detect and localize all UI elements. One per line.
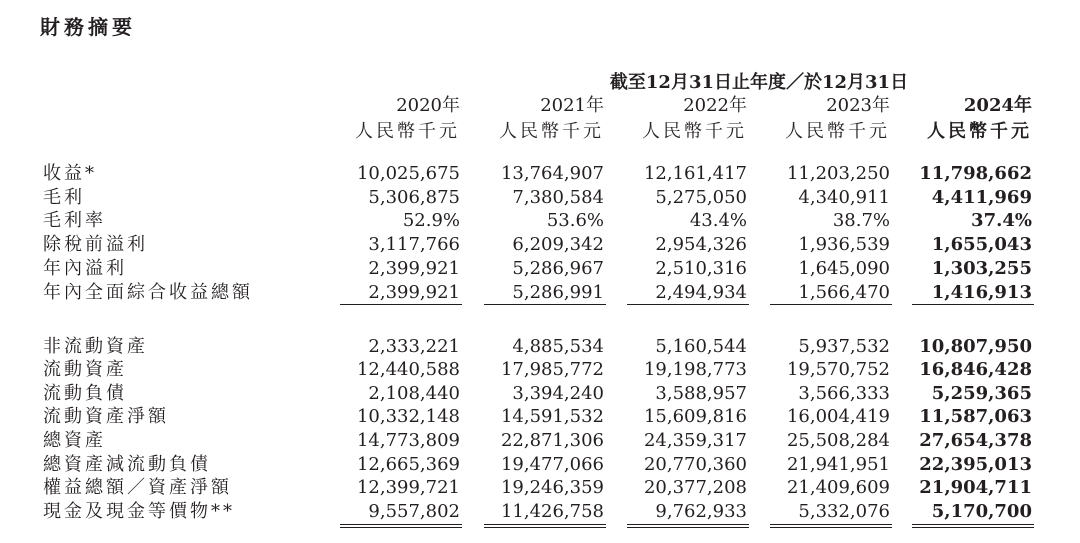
cell-value: 11,203,250 <box>786 163 890 184</box>
row-label: 毛利率 <box>43 210 106 231</box>
double-underline <box>340 524 462 525</box>
cell-value: 21,941,951 <box>786 454 890 475</box>
cell-value: 12,665,369 <box>356 454 460 475</box>
year-header-2021: 2021年 <box>540 95 604 116</box>
currency-header: 人民幣千元 <box>642 121 747 142</box>
underline <box>340 304 462 305</box>
cell-value: 3,588,957 <box>655 383 747 404</box>
underline <box>627 304 749 305</box>
cell-value: 10,332,148 <box>356 406 460 427</box>
double-underline <box>340 527 462 528</box>
cell-value: 19,246,359 <box>500 477 604 498</box>
row-label: 總資產 <box>43 430 106 451</box>
double-underline <box>770 527 892 528</box>
cell-value: 2,108,440 <box>368 383 460 404</box>
cell-value: 25,508,284 <box>786 430 890 451</box>
cell-value: 16,004,419 <box>786 406 890 427</box>
cell-value: 1,303,255 <box>931 258 1032 279</box>
cell-value: 21,409,609 <box>786 477 890 498</box>
cell-value: 22,871,306 <box>500 430 604 451</box>
year-header-2023: 2023年 <box>826 95 890 116</box>
table-row <box>0 258 1080 282</box>
cell-value: 3,566,333 <box>798 383 890 404</box>
row-label: 流動資產 <box>43 359 127 380</box>
cell-value: 10,025,675 <box>356 163 460 184</box>
cell-value: 14,773,809 <box>356 430 460 451</box>
cell-value: 4,340,911 <box>798 187 890 208</box>
cell-value: 2,510,316 <box>655 258 747 279</box>
cell-value: 5,286,991 <box>512 282 604 303</box>
cell-value: 1,655,043 <box>931 234 1032 255</box>
row-label: 年內全面綜合收益總額 <box>43 282 253 303</box>
cell-value: 2,954,326 <box>655 234 747 255</box>
cell-value: 20,770,360 <box>643 454 747 475</box>
table-row <box>0 187 1080 211</box>
table-row <box>0 430 1080 454</box>
cell-value: 12,161,417 <box>643 163 747 184</box>
row-label: 年內溢利 <box>43 258 127 279</box>
row-label: 流動負債 <box>43 383 127 404</box>
cell-value: 52.9% <box>402 210 460 231</box>
cell-value: 11,426,758 <box>500 501 604 522</box>
table-row <box>0 477 1080 501</box>
cell-value: 27,654,378 <box>919 430 1032 451</box>
cell-value: 3,117,766 <box>368 234 460 255</box>
period-header: 截至12月31日止年度／於12月31日 <box>609 72 909 93</box>
cell-value: 20,377,208 <box>643 477 747 498</box>
cell-value: 9,762,933 <box>655 501 747 522</box>
cell-value: 4,885,534 <box>512 336 604 357</box>
double-underline <box>627 524 749 525</box>
double-underline <box>770 524 892 525</box>
cell-value: 9,557,802 <box>368 501 460 522</box>
row-label: 現金及現金等價物** <box>43 501 235 522</box>
cell-value: 1,936,539 <box>798 234 890 255</box>
cell-value: 2,333,221 <box>368 336 460 357</box>
row-label: 收益* <box>43 163 97 184</box>
cell-value: 21,904,711 <box>919 477 1032 498</box>
page-title: 財務摘要 <box>40 15 136 39</box>
year-header-2022: 2022年 <box>683 95 747 116</box>
table-row <box>0 454 1080 478</box>
cell-value: 5,259,365 <box>931 383 1032 404</box>
row-label: 毛利 <box>43 187 85 208</box>
cell-value: 37.4% <box>971 210 1032 231</box>
currency-header: 人民幣千元 <box>499 121 604 142</box>
underline <box>770 304 892 305</box>
cell-value: 2,494,934 <box>655 282 747 303</box>
row-label: 流動資產淨額 <box>43 406 169 427</box>
cell-value: 15,609,816 <box>643 406 747 427</box>
cell-value: 2,399,921 <box>368 258 460 279</box>
cell-value: 12,399,721 <box>356 477 460 498</box>
cell-value: 13,764,907 <box>500 163 604 184</box>
cell-value: 1,645,090 <box>798 258 890 279</box>
cell-value: 5,332,076 <box>798 501 890 522</box>
cell-value: 19,198,773 <box>643 359 747 380</box>
table-row <box>0 336 1080 360</box>
cell-value: 2,399,921 <box>368 282 460 303</box>
cell-value: 14,591,532 <box>500 406 604 427</box>
cell-value: 53.6% <box>546 210 604 231</box>
table-row <box>0 383 1080 407</box>
underline <box>484 304 606 305</box>
year-header-2020: 2020年 <box>396 95 460 116</box>
cell-value: 10,807,950 <box>919 336 1032 357</box>
cell-value: 19,570,752 <box>786 359 890 380</box>
table-row <box>0 163 1080 187</box>
cell-value: 5,286,967 <box>512 258 604 279</box>
cell-value: 11,798,662 <box>919 163 1032 184</box>
table-row <box>0 282 1080 306</box>
cell-value: 7,380,584 <box>512 187 604 208</box>
cell-value: 19,477,066 <box>500 454 604 475</box>
double-underline <box>484 524 606 525</box>
double-underline <box>484 527 606 528</box>
row-label: 除稅前溢利 <box>43 234 148 255</box>
cell-value: 5,160,544 <box>655 336 747 357</box>
double-underline <box>627 527 749 528</box>
cell-value: 22,395,013 <box>919 454 1032 475</box>
cell-value: 4,411,969 <box>931 187 1032 208</box>
row-label: 權益總額／資產淨額 <box>43 477 232 498</box>
cell-value: 1,566,470 <box>798 282 890 303</box>
table-row <box>0 406 1080 430</box>
year-header-2024: 2024年 <box>963 95 1032 116</box>
cell-value: 5,170,700 <box>931 501 1032 522</box>
cell-value: 5,306,875 <box>368 187 460 208</box>
cell-value: 3,394,240 <box>512 383 604 404</box>
table-row <box>0 501 1080 525</box>
double-underline <box>912 524 1034 525</box>
currency-header: 人民幣千元 <box>355 121 460 142</box>
currency-header: 人民幣千元 <box>785 121 890 142</box>
cell-value: 12,440,588 <box>356 359 460 380</box>
cell-value: 6,209,342 <box>512 234 604 255</box>
cell-value: 11,587,063 <box>919 406 1032 427</box>
cell-value: 43.4% <box>689 210 747 231</box>
cell-value: 16,846,428 <box>919 359 1032 380</box>
table-row <box>0 210 1080 234</box>
cell-value: 24,359,317 <box>643 430 747 451</box>
cell-value: 1,416,913 <box>931 282 1032 303</box>
row-label: 總資產減流動負債 <box>43 454 211 475</box>
double-underline <box>912 527 1034 528</box>
currency-header: 人民幣千元 <box>927 121 1032 142</box>
table-row <box>0 359 1080 383</box>
cell-value: 5,937,532 <box>798 336 890 357</box>
cell-value: 5,275,050 <box>655 187 747 208</box>
table-row <box>0 234 1080 258</box>
row-label: 非流動資產 <box>43 336 148 357</box>
cell-value: 38.7% <box>832 210 890 231</box>
underline <box>912 304 1034 305</box>
cell-value: 17,985,772 <box>500 359 604 380</box>
